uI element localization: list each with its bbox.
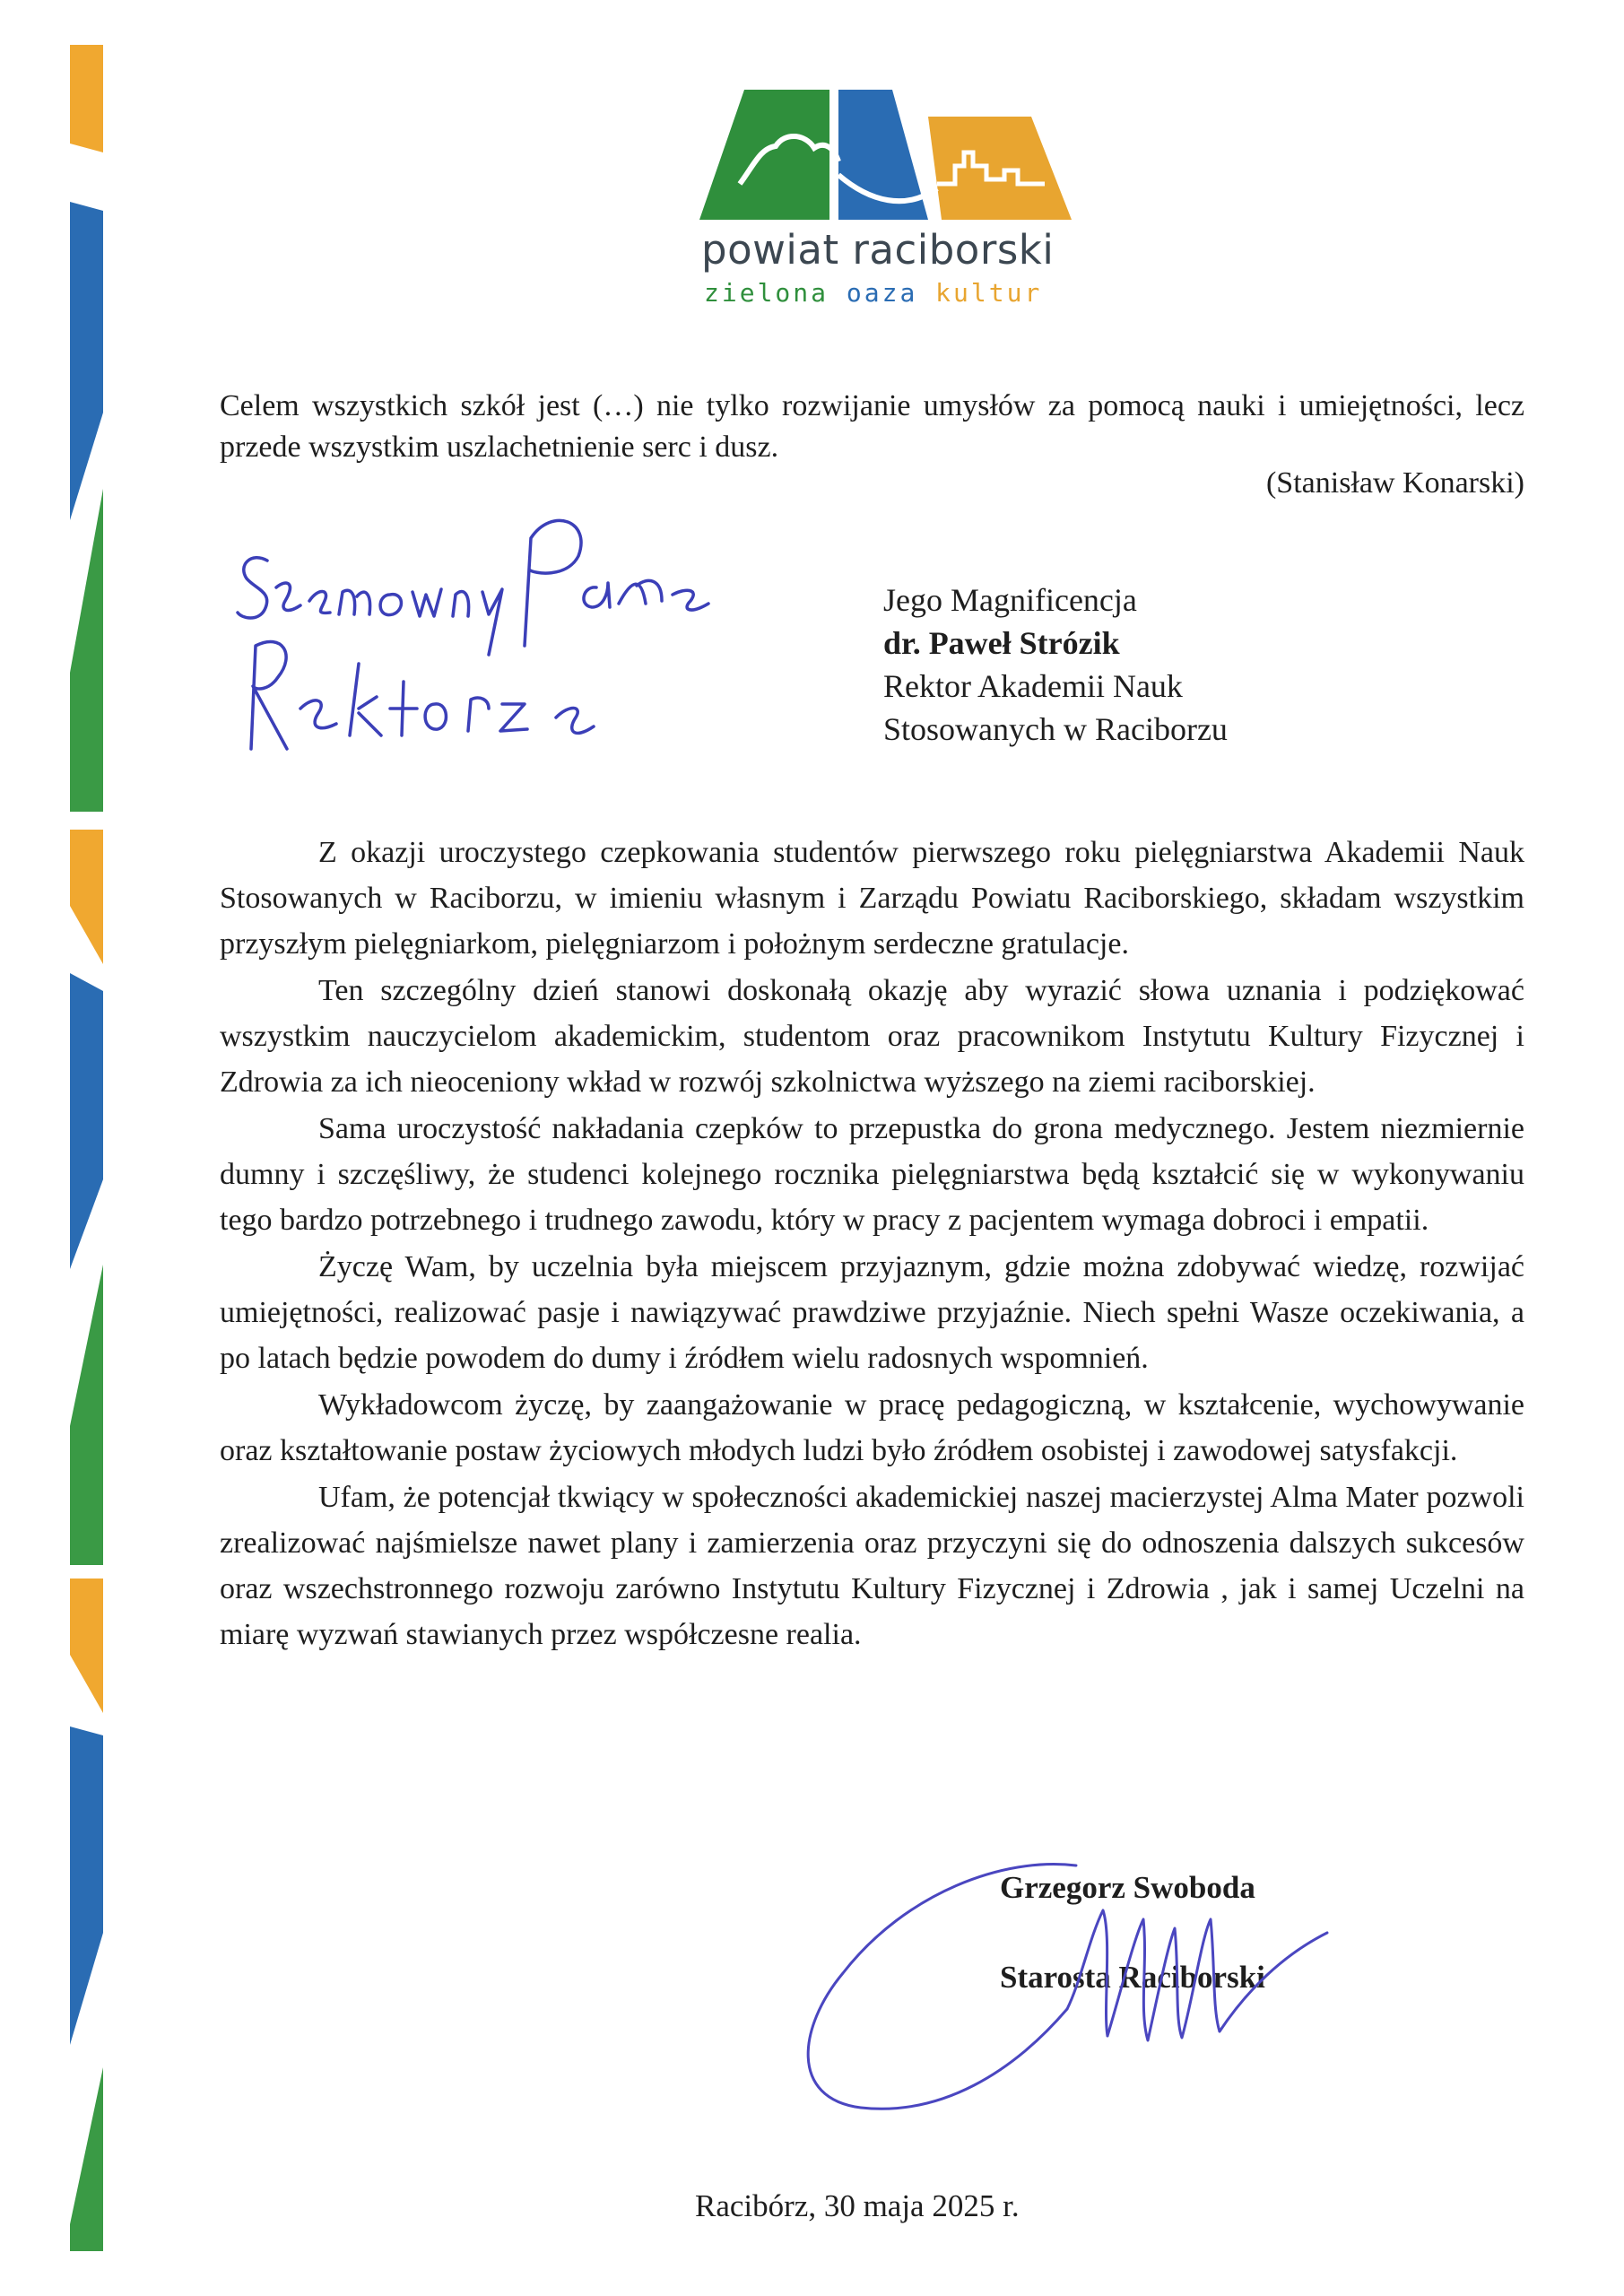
tagline-word-1: zielona — [704, 278, 829, 308]
addressee-name: dr. Paweł Strózik — [883, 625, 1120, 661]
logo-title: powiat raciborski — [701, 226, 1055, 274]
decorative-side-stripes — [0, 0, 126, 2296]
paragraph-3: Sama uroczystość nakładania czepków to przepustka do grona medycznego. Jestem niezmiernie dumny i szczęśliwy, że studenci kolejnego rocznika pielęgniarstwa będą kształcić się w wykonywaniu tego bardzo potrzebnego i trudnego zawodu, który w pracy z pacjentem wymaga dobroci i empatii. — [220, 1112, 1524, 1237]
letter-body — [220, 830, 1524, 1658]
paragraph-5: Wykładowcom życzę, by zaangażowanie w pracę pedagogiczną, w kształcenie, wychowywanie oraz kształtowanie postaw życiowych młodych ludzi było źródłem osobistej i zawodowej satysfakcji. — [220, 1388, 1524, 1467]
signatory-name: Grzegorz Swoboda — [1000, 1870, 1255, 1905]
addressee-line-3: Rektor Akademii Nauk — [883, 668, 1183, 704]
handwritten-signature — [780, 1830, 1408, 2126]
paragraph-6: Ufam, że potencjał tkwiący w społeczności akademickiej naszej macierzystej Alma Mater pozwoli zrealizować najśmielsze nawet plany i zamierzenia oraz przyczyni się do odnoszenia dalszych sukcesów oraz wszechstronnego rozwoju zarówno Instytutu Kultury Fizycznej i Zdrowia , jak i samej Uczelni na miarę wyzwań stawianych przez współczesne realia. — [220, 1481, 1524, 1651]
addressee-block — [883, 578, 1228, 751]
paragraph-1: Z okazji uroczystego czepkowania studentów pierwszego roku pielęgniarstwa Akademii Nauk Stosowanych w Raciborzu, w imieniu własnym i Zarządu Powiatu Raciborskiego, składam wszystkim przyszłym pielęgniarkom, pielęgniarzom i położnym serdeczne gratulacje. — [220, 836, 1524, 961]
paragraph-4: Życzę Wam, by uczelnia była miejscem przyjaznym, gdzie można zdobywać wiedzę, rozwijać umiejętności, realizować pasje i nawiązywać prawdziwe przyjaźnie. Niech spełni Wasze oczekiwania, a po latach będzie powodem do dumy i źródłem wielu radosnych wspomnień. — [220, 1250, 1524, 1375]
tagline-word-2: oaza — [846, 278, 918, 308]
addressee-line-4: Stosowanych w Raciborzu — [883, 711, 1228, 747]
addressee-line-1: Jego Magnificencja — [883, 582, 1137, 618]
motto-quote: Celem wszystkich szkół jest (…) nie tylko rozwijanie umysłów za pomocą nauki i umiejętności, lecz przede wszystkim uszlachetnienie serc i dusz. — [220, 389, 1524, 464]
signatory-title: Starosta Raciborski — [1000, 1960, 1265, 1995]
motto-author: (Stanisław Konarski) — [1265, 466, 1524, 500]
tagline-word-3: kultur — [935, 278, 1043, 308]
place-and-date: Racibórz, 30 maja 2025 r. — [695, 2188, 1020, 2223]
logo-tagline — [704, 278, 1042, 308]
handwritten-salutation — [233, 489, 843, 776]
paragraph-2: Ten szczególny dzień stanowi doskonałą okazję aby wyrazić słowa uznania i podziękować wszystkim nauczycielom akademickim, studentom oraz pracownikom Instytutu Kultury Fizycznej i Zdrowia za ich nieoceniony wkład w rozwój szkolnictwa wyższego na ziemi raciborskiej. — [220, 974, 1524, 1099]
